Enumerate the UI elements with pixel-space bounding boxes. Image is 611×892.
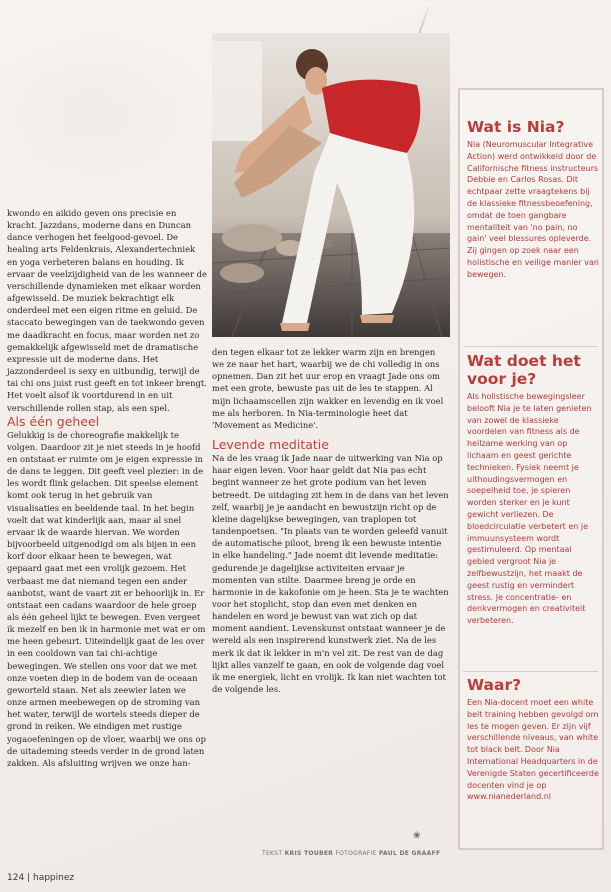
credit-photo-author: PAUL DE GRAAFF — [378, 850, 441, 857]
info-sidebar — [458, 88, 604, 850]
folio-separator: | — [27, 873, 31, 883]
info-box-wat-doet-het — [467, 352, 599, 627]
credit-text-author: KRIS TOUBER — [284, 850, 334, 857]
dancer-photo — [212, 33, 450, 337]
divider — [463, 671, 598, 672]
section-heading: Levende meditatie — [212, 437, 329, 453]
article-column-left — [7, 207, 207, 769]
info-box-title: Wat is Nia? — [467, 118, 565, 136]
decorative-flower-shape — [0, 20, 220, 200]
article-paragraph: den tegen elkaar tot ze lekker warm zijn en brengen we ze naar het hart, waarbij we de chi volledig in ons opnemen. Dan zit het uur erop en vraagt Jade ons om met een grote, bewuste pas uit de les te stappen. Al mijn lichaamscellen zijn wakker en levendig en ik voel me als herboren. In Nia-terminologie heet dat 'Movement as Medicine'. — [212, 347, 444, 430]
article-paragraph: kwondo en aikido geven ons precisie en kracht. Jazzdans, moderne dans en Duncan dance verhogen het feelgood-gevoel. De healing arts Feldenkrais, Alexandertechniek en yoga verbeteren balans en houding. Ik ervaar de veelzijdigheid van de les wanneer de verschillende dynamieken met elkaar worden afgewisseld. De muziek bekrachtigt elk onderdeel met een eigen ritme en geluid. De staccato bewegingen van de taekwondo geven me daadkracht en focus, maar worden net zo gemakkelijk afgewisseld met de dramatische expressie uit de moderne dans. Het jazzonderdeel is sexy en uitbundig, terwijl de tai chi ons juist rust geeft en tot inkeer brengt. Het voelt alsof ik voortdurend in en uit verschillende rollen stap, als een spel. — [7, 208, 207, 413]
info-box-text: Als holistische bewegingsleer belooft Nia je te laten genieten van zowel de klassieke voordelen van fitness als de heilzame werking van op lichaam en geest gerichte technieken. Fysiek neemt je uithoudingsvermogen en soepelheid toe, je spieren worden sterker en je kunt gewicht verliezen. De bloedcirculatie verbetert en je immuunsysteem wordt gestimuleerd. Op mentaal gebied vergroot Nia je zelfbewustzijn, het maakt de geest rustig en vermindert stress. Je concentratie- en denkvermogen en creativiteit verbeteren. — [467, 392, 592, 626]
info-box-waar — [467, 676, 599, 803]
info-box-text: Een Nia-docent moet een white belt training hebben gevolgd om les te mogen geven. Er zijn vijf verschillende niveaus, van white tot black belt. Door Nia International Headquarters in de Verenigde Staten gecertificeerde docenten vind je op www.nianederland.nl — [467, 698, 599, 802]
article-paragraph: Na de les vraag ik Jade naar de uitwerking van Nia op haar eigen leven. Voor haar geldt dat Nia pas echt begint wanneer ze het grote podium van het leven betreedt. De uitdaging zit hem in de dans van het leven zelf, waarbij je je aandacht en bewustzijn richt op de kleine dagelijkse bewegingen, van traplopen tot tandenpoetsen. "In plaats van te worden geleefd vanuit de automatische piloot, breng ik een bewuste intentie in elke handeling." Jade noemt dit levende meditatie: gedurende je dagelijkse activiteiten ervaar je momenten van stilte. Daarmee breng je orde en harmonie in de kakofonie om je heen. Sta je te wachten voor het stoplicht, stop dan even met denken en handelen en word je bewust van wat zich op dat moment aandient. Levenskunst ontstaat wanneer je de wereld als een inspirerend kunstwerk ziet. Na de les merk ik dat ik lekker in m'n vel zit. De rest van de dag lijkt alles vanzelf te gaan, en ook de volgende dag voel ik me energiek, licht en vrolijk. Ik kan niet wachten tot de volgende les. — [212, 453, 449, 695]
article-credits — [262, 850, 440, 857]
dancer-photo-illustration — [212, 33, 450, 337]
page-number: 124 — [7, 873, 25, 883]
info-box-title: Wat doet het voor je? — [467, 352, 581, 388]
magazine-name: happinez — [32, 873, 75, 883]
end-mark-icon: ❀ — [413, 831, 421, 841]
page-folio — [7, 873, 74, 883]
credit-photo-label: FOTOGRAFIE — [335, 850, 377, 857]
info-box-wat-is-nia — [467, 118, 599, 281]
divider — [463, 346, 598, 347]
section-heading: Als één geheel — [7, 413, 100, 429]
credit-text-label: TEKST — [262, 850, 283, 857]
info-box-title: Waar? — [467, 676, 522, 694]
info-box-text: Nia (Neuromuscular Integrative Action) werd ontwikkeld door de Californische fitness instructeurs Debbie en Carlos Rosas. Dit echtpaar zette vraagtekens bij de klassieke fitnessbeoefening, omdat de toen gangbare mentaliteit van 'no pain, no gain' veel blessures opleverde. Zij gingen op zoek naar een holistische en veilige manier van bewegen. — [467, 140, 599, 279]
article-column-middle — [212, 346, 450, 695]
article-paragraph: Gelukkig is de choreografie makkelijk te volgen. Daardoor zit je niet steeds in je hoofd en ontstaat er ruimte om je eigen expressie in de dans te leggen. Dit geeft veel plezier: in de les wordt flink gelachen. Dit speelse element komt ook terug in het gebruik van visualisaties en beeldende taal. In het begin voelt dat wat kinderlijk aan, maar al snel ervaar ik de waarde hiervan. We worden bijvoorbeeld uitgenodigd om als bijen in een korf door elkaar heen te bewegen, wat gepaard gaat met een vrolijk gezoem. Het verbaast me dat niemand tegen een ander aanbotst, want de vaart zit er behoorlijk in. Er ontstaat een cadans waardoor de hele groep als één geheel lijkt te bewegen. Even vergeet ik mezelf en ben ik in harmonie met wat er om me heen gebeurt. Uiteindelijk gaat de les over in een cooldown van tai chi-achtige bewegingen. We stellen ons voor dat we met onze voeten diep in de bodem van de oceaan geworteld staan. Net als zeewier laten we onze armen meebewegen op de stroming van het water, terwijl de wortels steeds dieper de grond in reiken. We eindigen met rustige yogaoefeningen op de vloer, waarbij we ons op de uitademing steeds verder in de grond laten zakken. Als afsluiting wrijven we onze han- — [7, 429, 206, 768]
